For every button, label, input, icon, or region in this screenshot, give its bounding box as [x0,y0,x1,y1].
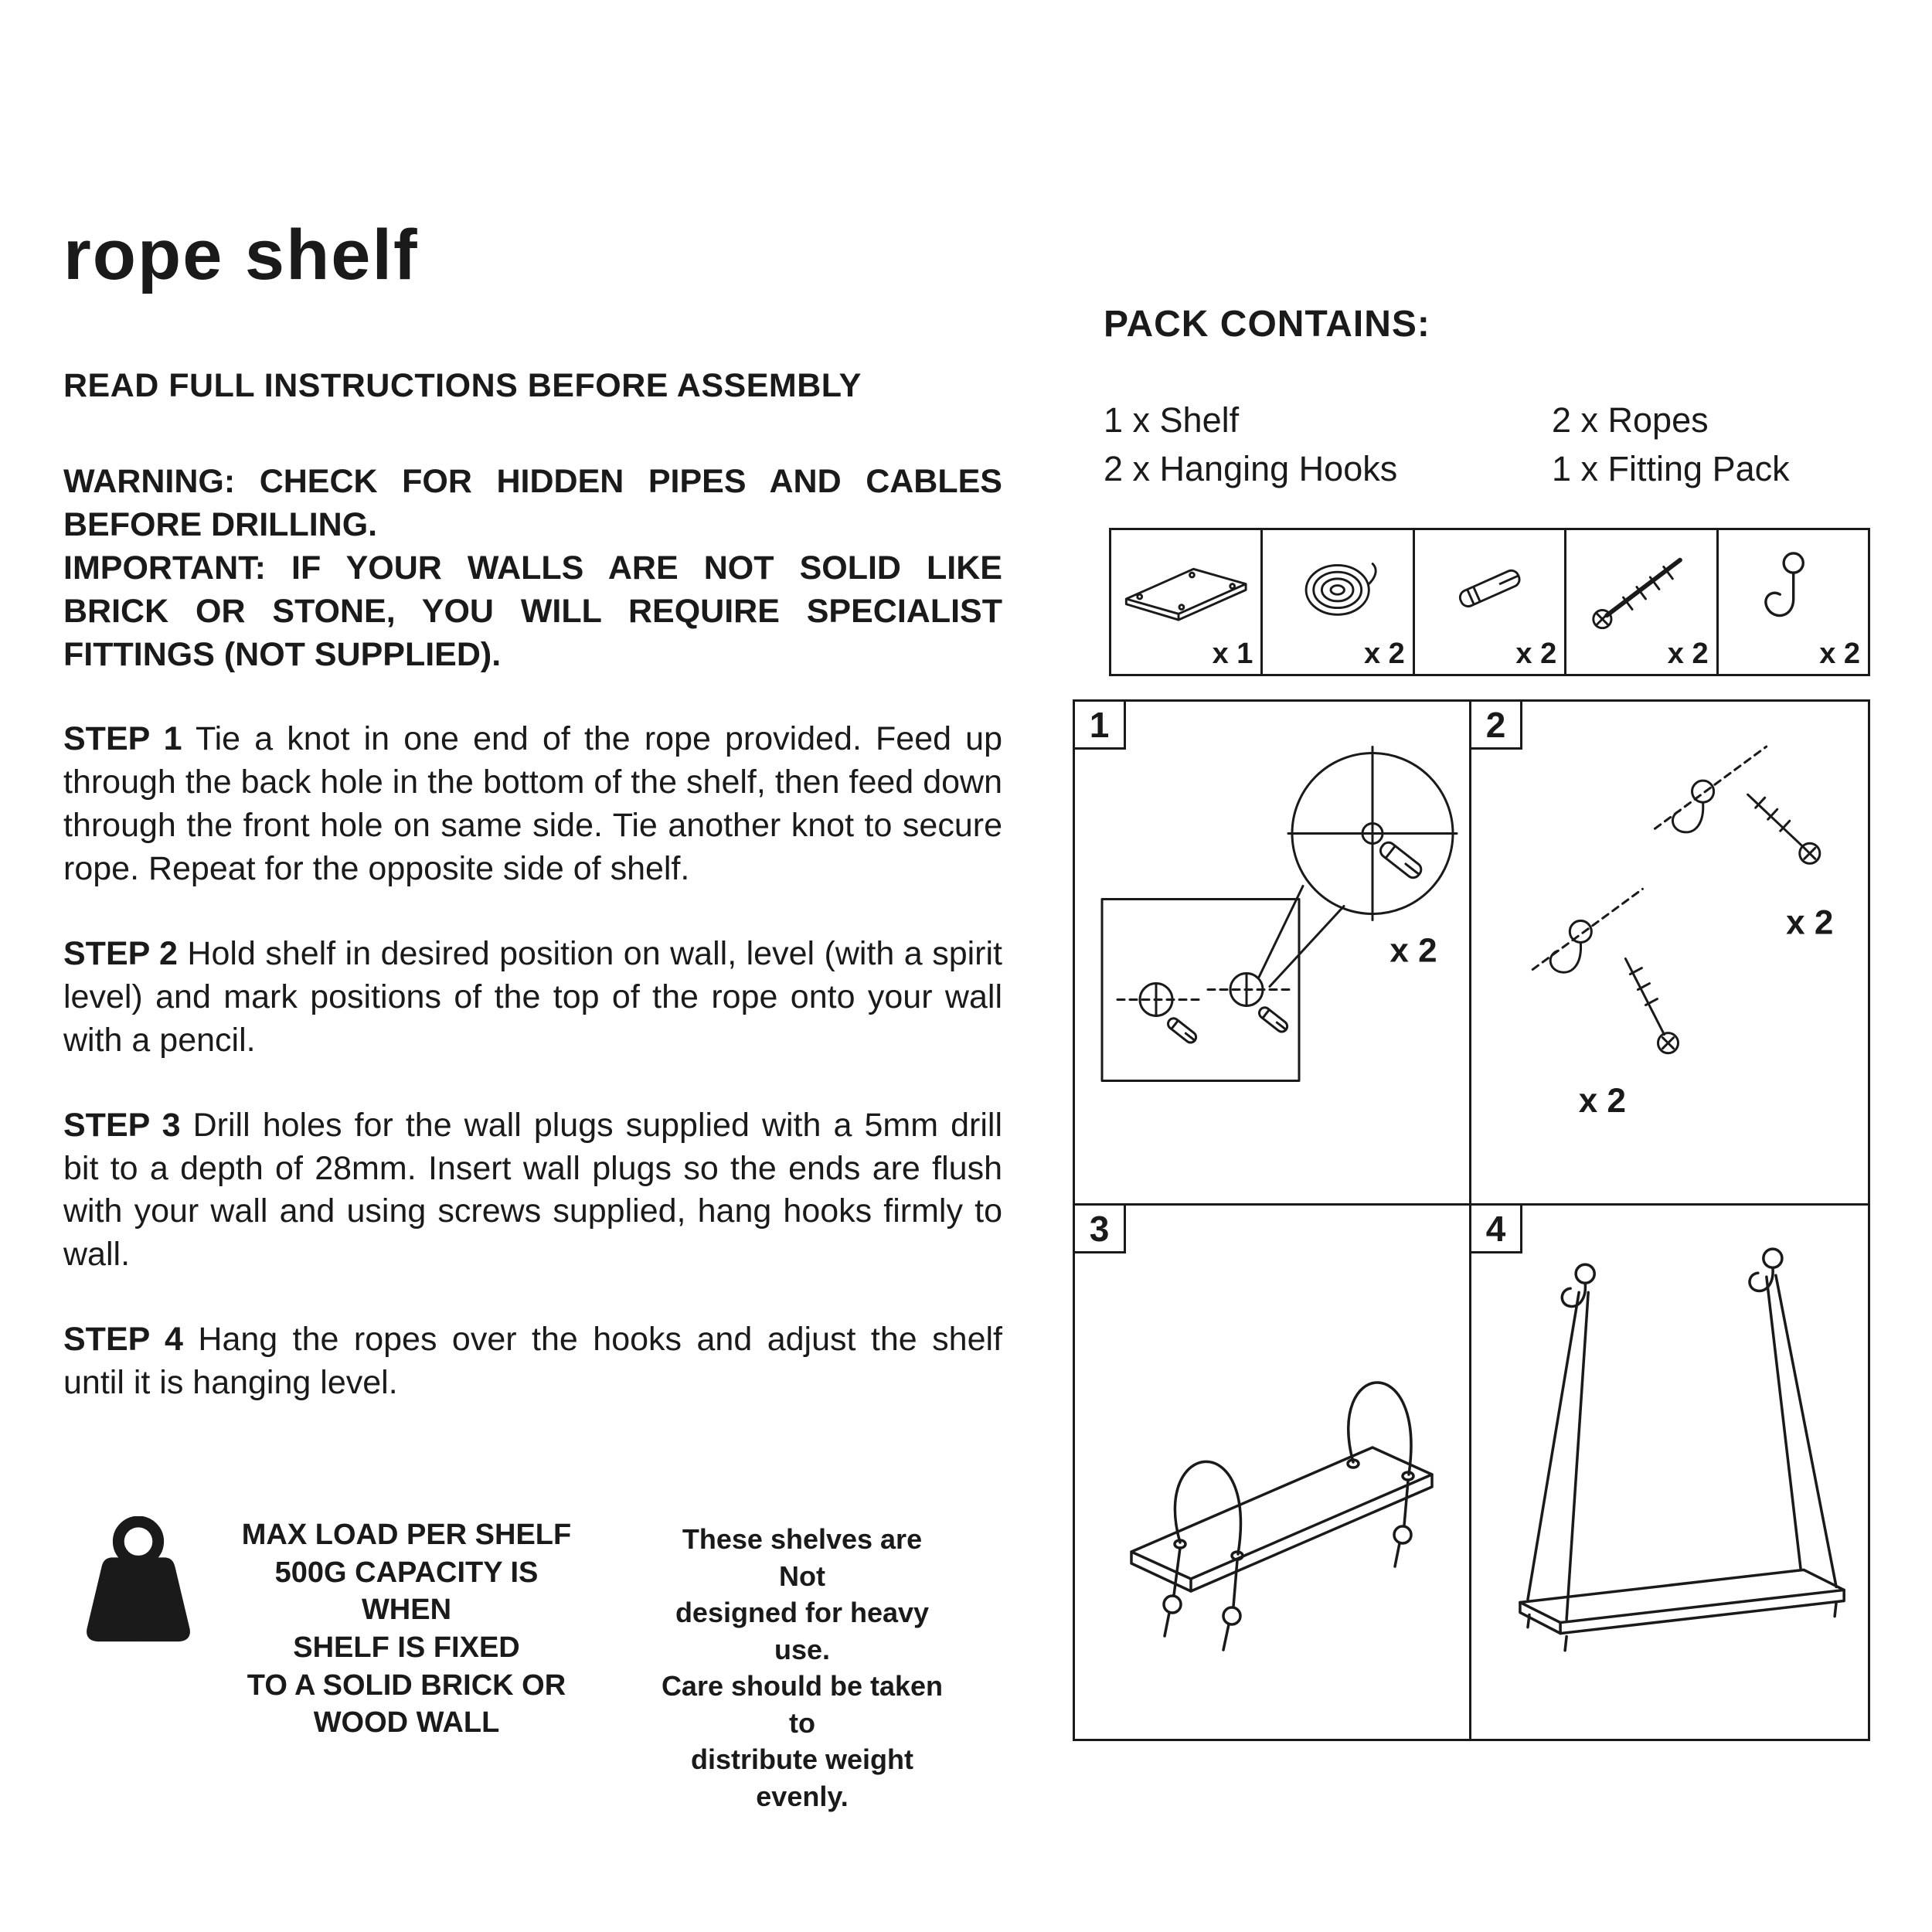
care-line: These shelves are Not [682,1523,923,1592]
step4-diagram [1471,1206,1868,1739]
max-load-line: 500G CAPACITY IS WHEN [274,1556,539,1627]
wall-plug-icon [1415,530,1564,642]
step-3-paragraph [63,1104,1002,1277]
warning-paragraph [63,461,1002,547]
care-line: designed for heavy use. [675,1597,930,1665]
max-load-line: WOOD WALL [313,1706,500,1740]
important-text: IF YOUR WALLS ARE NOT SOLID LIKE BRICK OR STONE, YOU WILL REQUIRE SPECIALIST FITTINGS (NOT SUPPLIED). [63,549,1002,673]
qty-label: x 2 [1786,903,1834,942]
part-cell-screw [1566,530,1718,674]
step-3-label: STEP 3 [63,1106,181,1144]
warning-text: CHECK FOR HIDDEN PIPES AND CABLES BEFORE DRILLING. [63,463,1002,543]
diagram-number-4: 4 [1471,1206,1522,1253]
part-qty: x 2 [1667,638,1709,670]
weight-value: 500 [105,1577,172,1623]
step-1-text: Tie a knot in one end of the rope provided. Feed up through the back hole in the bottom of the shelf, then feed down through the front hole on same side. Tie another knot to secure rope. Repeat for the opposite side of shelf. [63,720,1002,888]
shelf-icon [1111,530,1260,642]
instructions-column [63,215,1002,1405]
warning-label: WARNING: [63,463,236,500]
pack-item: 1 x Fitting Pack [1552,449,1790,488]
max-load-line: SHELF IS FIXED [293,1631,520,1664]
care-note [659,1521,945,1815]
hook-icon [1719,530,1868,642]
qty-label: x 2 [1578,1081,1626,1120]
weight-unit: g [131,1618,145,1642]
max-load-line: TO A SOLID BRICK OR [247,1668,566,1702]
pack-contains-heading: PACK CONTAINS: [1104,304,1430,345]
step3-diagram [1075,1206,1469,1739]
read-instructions-note: READ FULL INSTRUCTIONS BEFORE ASSEMBLY [63,367,862,404]
step-1-paragraph [63,718,1002,891]
diagram-cell-1 [1075,702,1471,1206]
part-cell-rope [1263,530,1414,674]
diagram-cell-3 [1075,1206,1471,1739]
important-label: IMPORTANT: [63,549,266,587]
care-line: Care should be taken to [661,1670,944,1739]
part-cell-shelf [1111,530,1263,674]
qty-label: x 2 [1389,931,1437,970]
pack-list-column-1 [1104,396,1552,493]
diagram-number-2: 2 [1471,702,1522,750]
screw-icon [1566,530,1716,642]
page-title: rope shelf [63,216,419,294]
step2-diagram [1471,702,1868,1203]
weight-500g-icon [73,1516,203,1654]
part-cell-wall-plug [1415,530,1566,674]
step-2-label: STEP 2 [63,935,178,973]
important-paragraph [63,547,1002,677]
parts-strip [1109,528,1870,676]
step-4-label: STEP 4 [63,1321,183,1359]
step-2-text: Hold shelf in desired position on wall, level (with a spirit level) and mark positions of the top of the rope onto your wall with a pencil. [63,935,1002,1059]
pack-item: 2 x Hanging Hooks [1104,449,1398,488]
assembly-diagram-grid [1073,699,1870,1741]
load-warning-row [73,1516,1024,1815]
diagram-number-3: 3 [1075,1206,1126,1253]
step-1-label: STEP 1 [63,720,182,758]
pack-list-column-2 [1552,396,1876,493]
diagram-cell-4 [1471,1206,1868,1739]
part-qty: x 2 [1363,638,1405,670]
diagram-number-1: 1 [1075,702,1126,750]
part-qty: x 2 [1819,638,1861,670]
step1-diagram [1075,702,1469,1203]
pack-item: 1 x Shelf [1104,400,1240,440]
care-line: distribute weight evenly. [691,1743,913,1812]
part-qty: x 1 [1212,638,1253,670]
rope-coil-icon [1263,530,1412,642]
step-4-paragraph [63,1318,1002,1405]
step-3-text: Drill holes for the wall plugs supplied with a 5mm drill bit to a depth of 28mm. Insert wall plugs so the ends are flush with your wall and using screws supplied, hang hooks firmly to wall. [63,1106,1002,1274]
step-2-paragraph [63,933,1002,1063]
max-load-line: MAX LOAD PER SHELF [241,1519,572,1551]
part-cell-hook [1719,530,1868,674]
max-load-note [240,1516,573,1742]
pack-item: 2 x Ropes [1552,400,1709,440]
part-qty: x 2 [1515,638,1557,670]
step-4-text: Hang the ropes over the hooks and adjust the shelf until it is hanging level. [63,1321,1002,1402]
diagram-cell-2 [1471,702,1868,1206]
pack-contents-list [1104,396,1876,493]
